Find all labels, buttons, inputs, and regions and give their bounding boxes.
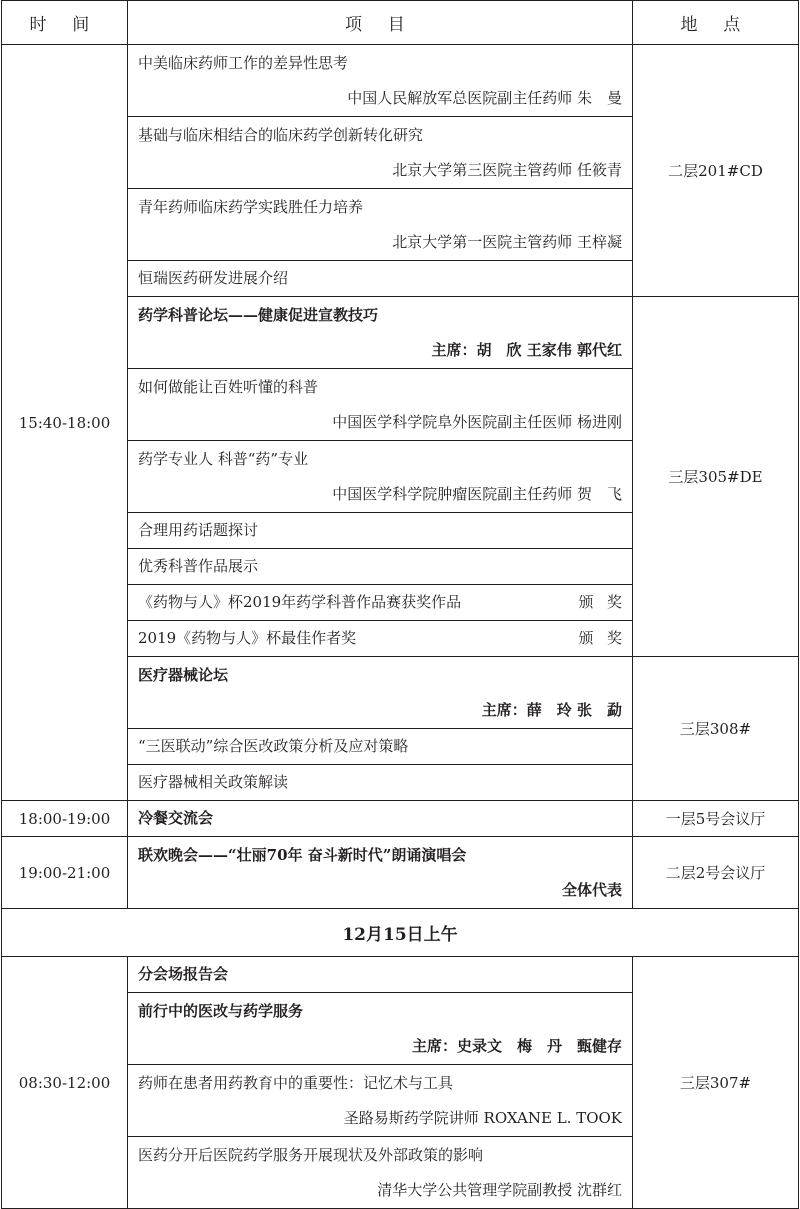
- talk-title: 药学科普论坛——健康促进宣教技巧: [138, 305, 379, 324]
- award-label: 颁奖: [578, 629, 636, 647]
- talk-title: 中美临床药师工作的差异性思考: [138, 53, 349, 72]
- schedule-row: [2, 837, 799, 909]
- speaker: 全体代表: [561, 880, 622, 899]
- venue: 二层2号会议厅: [633, 837, 799, 909]
- header-item: 项 目: [128, 1, 633, 45]
- speaker: 北京大学第一医院主管药师 王梓凝: [392, 232, 622, 251]
- speaker: 中国医学科学院肿瘤医院副主任药师 贺 飞: [332, 484, 622, 503]
- venue: 三层308#: [633, 657, 799, 801]
- schedule-body-afternoon: [2, 45, 799, 909]
- talk-title: 优秀科普作品展示: [138, 557, 259, 575]
- talk-cell: [128, 441, 633, 513]
- talk-title: 冷餐交流会: [138, 809, 214, 827]
- time-slot: 19:00-21:00: [2, 837, 128, 909]
- talk-title: “三医联动”综合医改政策分析及应对策略: [138, 737, 409, 755]
- talk-cell: [128, 369, 633, 441]
- session-title-cell: [128, 837, 633, 909]
- time-slot: 08:30-12:00: [2, 957, 128, 1209]
- talk-cell: [128, 585, 636, 621]
- talk-title: 医药分开后医院药学服务开展现状及外部政策的影响: [138, 1145, 484, 1164]
- header-row: [2, 1, 799, 45]
- date-header: 12月15日上午: [2, 909, 799, 957]
- time-slot: 15:40-18:00: [2, 45, 128, 801]
- talk-cell: [128, 549, 633, 585]
- speaker: 主席：薛 玲 张 勐: [481, 700, 622, 719]
- talk-title: 合理用药话题探讨: [138, 521, 259, 539]
- talk-title: 基础与临床相结合的临床药学创新转化研究: [138, 125, 424, 144]
- venue: 三层305#DE: [633, 297, 799, 657]
- time-slot: 18:00-19:00: [2, 801, 128, 837]
- header-location: 地 点: [633, 1, 799, 45]
- talk-title: 如何做能让百姓听懂的科普: [138, 377, 319, 396]
- date-row: [2, 909, 799, 957]
- speaker: 圣路易斯药学院讲师 ROXANE L. TOOK: [343, 1108, 622, 1127]
- talk-title: 《药物与人》杯2019年药学科普作品赛获奖作品: [138, 593, 462, 611]
- session-title-cell: [128, 993, 633, 1065]
- session-title-cell: [128, 657, 633, 729]
- venue: 一层5号会议厅: [633, 801, 799, 837]
- speaker: 主席：胡 欣 王家伟 郭代红: [431, 340, 622, 359]
- award-line: [138, 621, 636, 656]
- talk-cell: [128, 45, 633, 117]
- speaker: 清华大学公共管理学院副教授 沈群红: [377, 1180, 622, 1199]
- talk-title: 药师在患者用药教育中的重要性：记忆术与工具: [138, 1073, 454, 1092]
- header-time: 时 间: [2, 1, 128, 45]
- talk-title: 分会场报告会: [138, 965, 229, 983]
- talk-cell: [128, 261, 633, 297]
- schedule-row: [2, 801, 799, 837]
- award-line: [138, 585, 636, 620]
- venue: 二层201#CD: [633, 45, 799, 297]
- talk-title: 青年药师临床药学实践胜任力培养: [138, 197, 364, 216]
- talk-cell: [128, 729, 633, 765]
- award-label: 颁奖: [578, 593, 636, 611]
- talk-cell: [128, 765, 633, 801]
- talk-title: 医疗器械论坛: [138, 665, 229, 684]
- talk-cell: [128, 1137, 633, 1209]
- talk-title: 药学专业人 科普“药”专业: [138, 449, 309, 468]
- speaker: 中国人民解放军总医院副主任药师 朱 曼: [347, 88, 622, 107]
- schedule-body-morning: [2, 957, 799, 1209]
- session-title-cell: [128, 957, 633, 993]
- talk-title: 恒瑞医药研发进展介绍: [138, 269, 289, 287]
- talk-cell: [128, 1065, 633, 1137]
- talk-cell: [128, 621, 636, 657]
- talk-title: 2019《药物与人》杯最佳作者奖: [138, 629, 357, 647]
- session-title-cell: [128, 801, 633, 837]
- talk-title: 联欢晚会——“壮丽70年 奋斗新时代”朗诵演唱会: [138, 845, 467, 864]
- talk-cell: [128, 513, 633, 549]
- speaker: 中国医学科学院阜外医院副主任医师 杨进刚: [332, 412, 622, 431]
- schedule-row: [2, 957, 799, 993]
- speaker: 主席：史录文 梅 丹 甄健存: [411, 1036, 622, 1055]
- schedule-table: [1, 0, 799, 1209]
- speaker: 北京大学第三医院主管药师 任筱青: [392, 160, 622, 179]
- talk-title: 医疗器械相关政策解读: [138, 773, 289, 791]
- talk-title: 前行中的医改与药学服务: [138, 1001, 304, 1020]
- talk-cell: [128, 189, 633, 261]
- session-title-cell: [128, 297, 633, 369]
- venue: 三层307#: [633, 957, 799, 1209]
- schedule-row: [2, 45, 799, 117]
- talk-cell: [128, 117, 633, 189]
